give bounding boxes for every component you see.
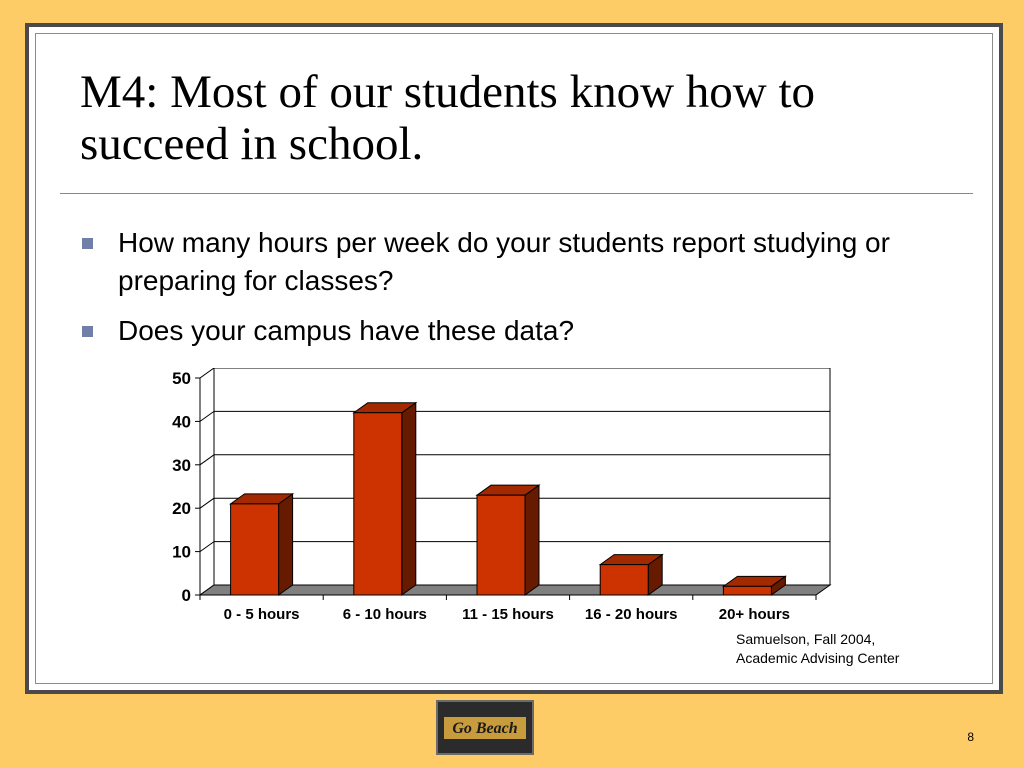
citation-line-2: Academic Advising Center — [736, 650, 900, 666]
y-tick-label: 40 — [172, 412, 191, 432]
slide-title — [80, 66, 1000, 170]
bullet-text-2: Does your campus have these data? — [118, 315, 575, 346]
y-tick-label: 20 — [172, 499, 191, 519]
go-beach-logo — [436, 700, 534, 755]
chart-side-wall — [200, 368, 214, 595]
chart-y-axis — [172, 369, 200, 605]
slide-title-line-1: M4: Most of our students know how to — [80, 66, 816, 118]
hours-bar-chart — [160, 368, 860, 638]
y-tick-label: 30 — [172, 455, 191, 475]
chart-x-axis — [200, 595, 816, 623]
bullet-text-1: How many hours per week do your students report studying or preparing for classes? — [118, 227, 890, 296]
citation — [736, 630, 899, 668]
title-divider — [60, 193, 973, 194]
y-tick-label: 10 — [172, 542, 191, 562]
bar — [477, 495, 525, 595]
bullet-item-1 — [82, 224, 942, 300]
bar-side — [525, 485, 539, 595]
bar-side — [402, 403, 416, 595]
y-tick-label: 50 — [172, 369, 191, 388]
bullet-item-2 — [82, 312, 942, 350]
x-tick-label: 16 - 20 hours — [584, 606, 678, 623]
x-tick-label: 0 - 5 hours — [223, 606, 300, 623]
bar — [354, 413, 402, 595]
go-beach-logo-graphic — [438, 702, 532, 753]
page-number: 8 — [967, 730, 974, 744]
bar — [723, 586, 771, 595]
bar — [231, 504, 279, 595]
logo-text: Go Beach — [452, 720, 518, 737]
y-tick-label: 0 — [181, 586, 191, 605]
x-tick-label: 11 - 15 hours — [462, 606, 554, 623]
square-bullet-icon — [82, 326, 93, 337]
bar-side — [279, 494, 293, 595]
bar — [600, 565, 648, 595]
slide-title-line-2: succeed in school. — [80, 118, 424, 170]
x-tick-label: 6 - 10 hours — [342, 606, 427, 623]
square-bullet-icon — [82, 238, 93, 249]
x-tick-label: 20+ hours — [718, 606, 791, 623]
citation-line-1: Samuelson, Fall 2004, — [736, 631, 876, 647]
